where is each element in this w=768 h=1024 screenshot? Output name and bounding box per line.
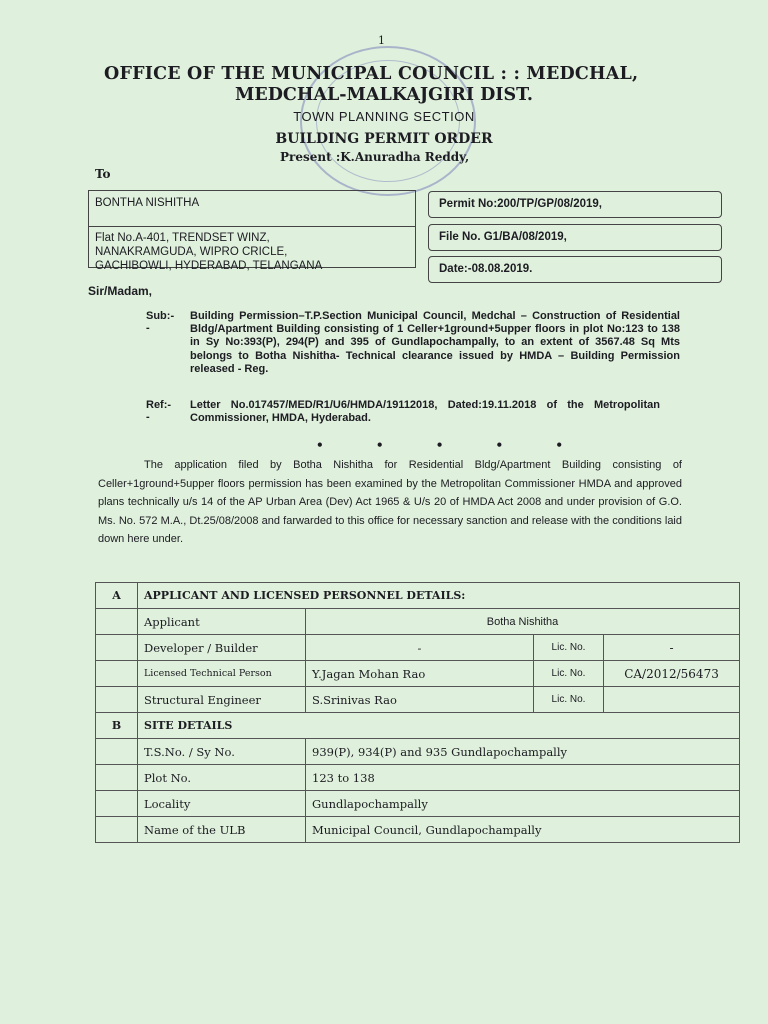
table-row xyxy=(96,661,740,687)
to-label: To xyxy=(95,167,111,181)
page-number: 1 xyxy=(378,34,385,47)
subject-text: Building Permission–T.P.Section Municipal Council, Medchal – Construction of Residential Bldg/Apartment Building consisting of 1 Celler+1ground+5upper floors in plot No:123 to 138 in Sy No:393(P), 294(P) and 395 of Gundlapochampally, to an extent of 3567.48 Sq Mts belongs to Botha Nishitha- Technical clearance issued by HMDA – Building Permission released - Reg. xyxy=(190,310,680,375)
developer-lic-label: Lic. No. xyxy=(534,635,604,661)
table-row xyxy=(96,713,740,739)
empty-cell xyxy=(96,791,138,817)
empty-cell xyxy=(96,765,138,791)
section-title: SITE DETAILS xyxy=(138,713,740,739)
reference-label: Ref:-- xyxy=(146,399,172,423)
table-row xyxy=(96,791,740,817)
empty-cell xyxy=(96,687,138,713)
site-value: Municipal Council, Gundlapochampally xyxy=(306,817,740,843)
table-row xyxy=(96,817,740,843)
site-value: Gundlapochampally xyxy=(306,791,740,817)
ltp-label: Licensed Technical Person xyxy=(138,661,306,687)
site-value: 123 to 138 xyxy=(306,765,740,791)
empty-cell xyxy=(96,739,138,765)
salutation: Sir/Madam, xyxy=(88,284,153,298)
address-line: NANAKRAMGUDA, WIPRO CRICLE, xyxy=(95,246,288,258)
se-value: S.Srinivas Rao xyxy=(306,687,534,713)
office-title-line1: OFFICE OF THE MUNICIPAL COUNCIL : : MEDCHAL, xyxy=(104,64,639,84)
section-letter: B xyxy=(96,713,138,739)
address-line: GACHIBOWLI, HYDERABAD, TELANGANA xyxy=(95,260,323,272)
applicant-value: Botha Nishitha xyxy=(306,609,740,635)
section-title: APPLICANT AND LICENSED PERSONNEL DETAILS: xyxy=(138,583,740,609)
empty-cell xyxy=(96,635,138,661)
table-row xyxy=(96,583,740,609)
site-label: Name of the ULB xyxy=(138,817,306,843)
table-row xyxy=(96,635,740,661)
separator-dots: • • • • • xyxy=(316,438,588,452)
table-row xyxy=(96,609,740,635)
addressee-box xyxy=(88,190,416,272)
addressee-address xyxy=(95,231,322,273)
permit-number-box: Permit No:200/TP/GP/08/2019, xyxy=(428,191,722,218)
body-paragraph: The application filed by Botha Nishitha for Residential Bldg/Apartment Building consisting of Celler+1ground+5upper floors permission has been examined by the Metropolitan Commissioner HMDA and approved plans technically u/s 14 of the AP Urban Area (Dev) Act 1965 & U/s 20 of HMDA Act 2008 and under provision of G.O. Ms. No. 572 M.A., Dt.25/08/2008 and farwarded to this office for necessary sanction and release with the conditions laid down here under. xyxy=(98,459,682,545)
table-row xyxy=(96,765,740,791)
empty-cell xyxy=(96,609,138,635)
date-box: Date:-08.08.2019. xyxy=(428,256,722,283)
address-line: Flat No.A-401, TRENDSET WINZ, xyxy=(95,232,270,244)
ltp-lic-label: Lic. No. xyxy=(534,661,604,687)
subject-label: Sub:-- xyxy=(146,310,175,334)
site-label: Locality xyxy=(138,791,306,817)
details-table xyxy=(95,582,740,843)
applicant-label: Applicant xyxy=(138,609,306,635)
developer-lic-value: - xyxy=(604,635,740,661)
empty-cell xyxy=(96,661,138,687)
addressee-name: BONTHA NISHITHA xyxy=(95,197,200,209)
site-label: Plot No. xyxy=(138,765,306,791)
ltp-value: Y.Jagan Mohan Rao xyxy=(306,661,534,687)
addressee-divider xyxy=(89,226,415,227)
se-lic-label: Lic. No. xyxy=(534,687,604,713)
se-lic-value xyxy=(604,687,740,713)
order-title: BUILDING PERMIT ORDER xyxy=(275,131,493,147)
table-row xyxy=(96,687,740,713)
reference-text: Letter No.017457/MED/R1/U6/HMDA/19112018, Dated:19.11.2018 of the Metropolitan Commissioner, HMDA, Hyderabad. xyxy=(190,399,660,425)
se-label: Structural Engineer xyxy=(138,687,306,713)
present-officer: Present :K.Anuradha Reddy, xyxy=(280,150,470,164)
site-value: 939(P), 934(P) and 935 Gundlapochampally xyxy=(306,739,740,765)
office-title-line2: MEDCHAL-MALKAJGIRI DIST. xyxy=(235,85,533,105)
site-label: T.S.No. / Sy No. xyxy=(138,739,306,765)
file-number-box: File No. G1/BA/08/2019, xyxy=(428,224,722,251)
ltp-lic-value: CA/2012/56473 xyxy=(604,661,740,687)
developer-value: - xyxy=(306,635,534,661)
section-letter: A xyxy=(96,583,138,609)
table-row xyxy=(96,739,740,765)
section-name: TOWN PLANNING SECTION xyxy=(293,109,475,124)
developer-label: Developer / Builder xyxy=(138,635,306,661)
empty-cell xyxy=(96,817,138,843)
